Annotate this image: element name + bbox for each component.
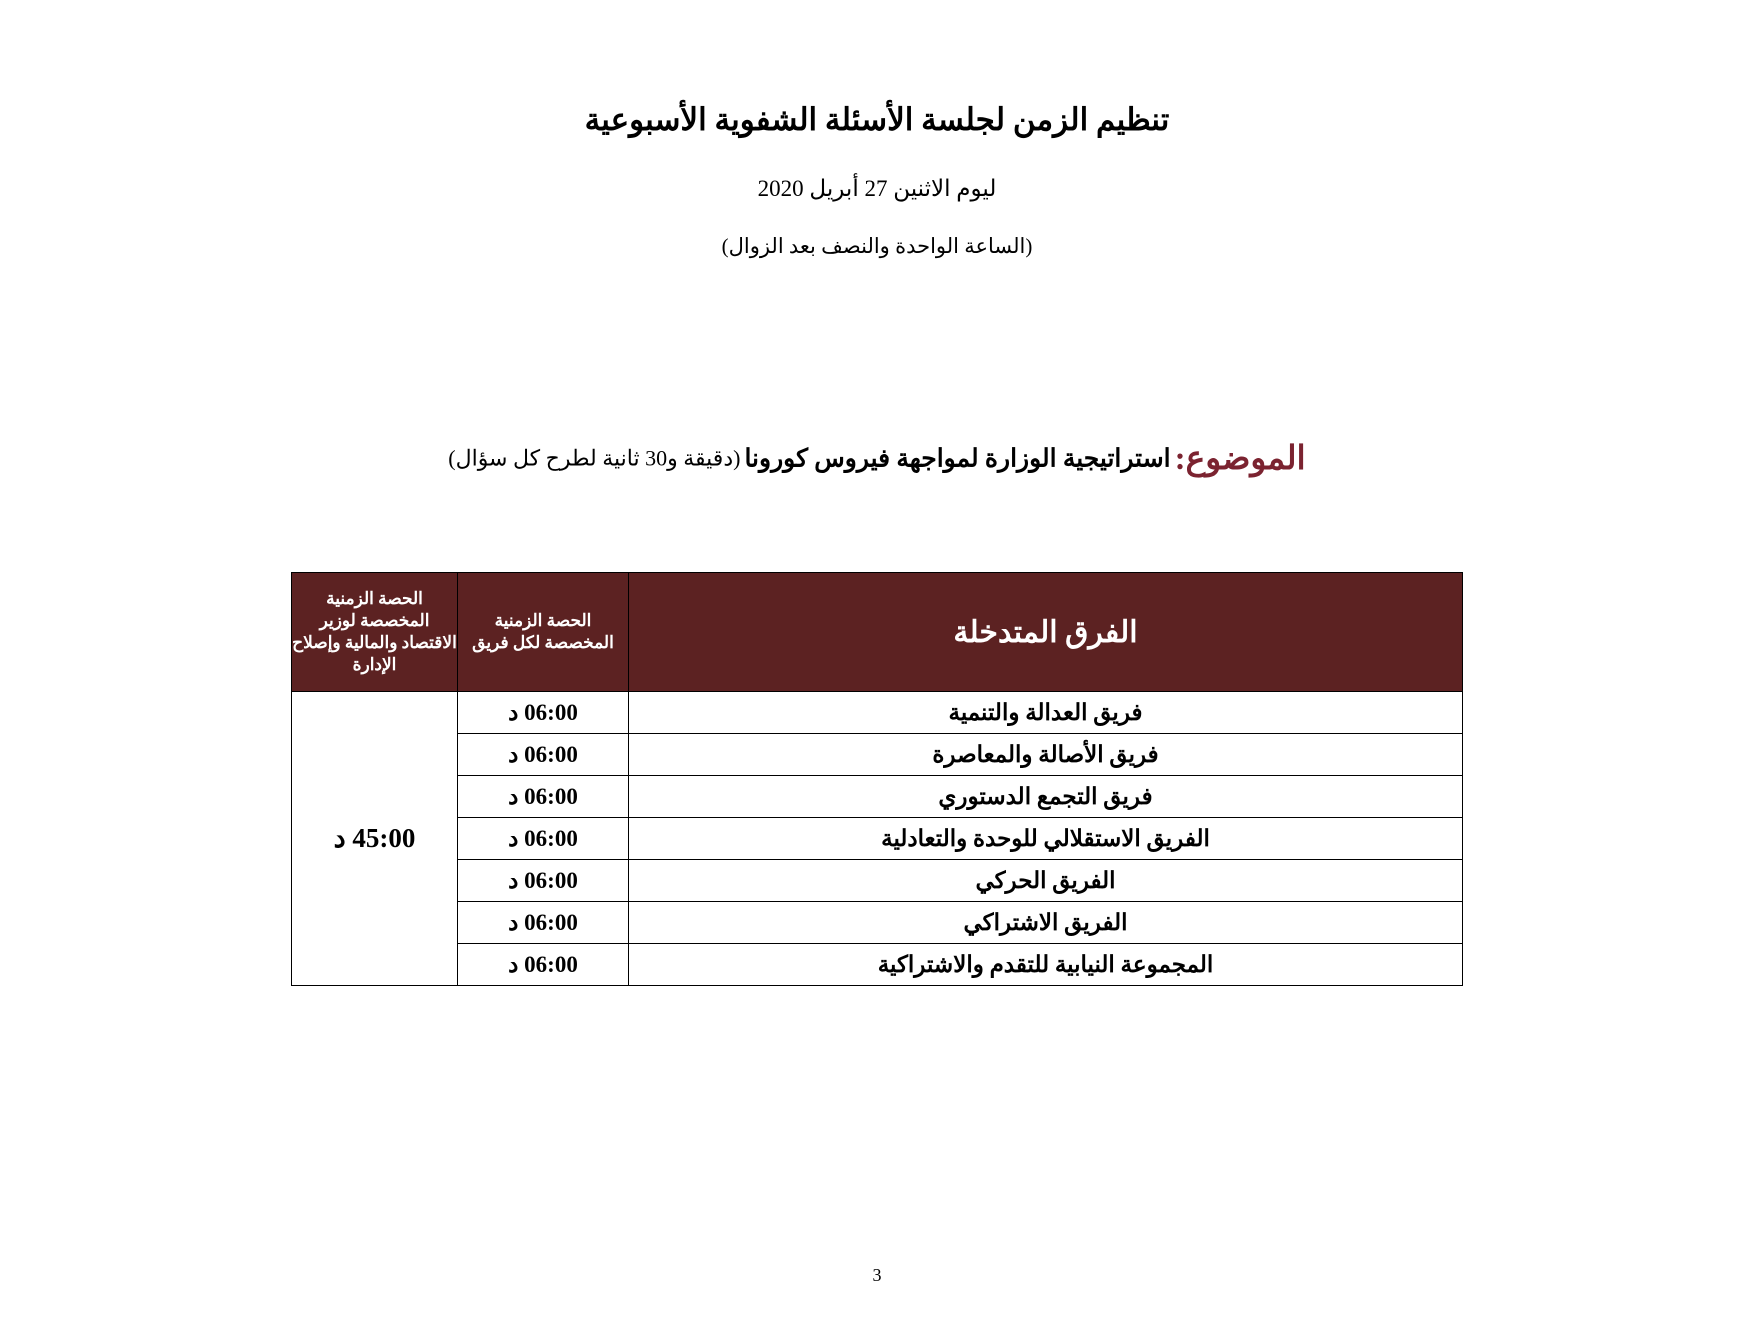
cell-team-name: الفريق الاشتراكي [629, 902, 1463, 944]
subject-text: استراتيجية الوزارة لمواجهة فيروس كورونا [744, 445, 1171, 473]
table-row [292, 776, 1463, 818]
page-subtitle-date: ليوم الاثنين 27 أبريل 2020 [757, 176, 997, 202]
page-title: تنظيم الزمن لجلسة الأسئلة الشفوية الأسبوعية [584, 102, 1170, 137]
schedule-table-container [0, 572, 1754, 986]
table-row [292, 692, 1463, 734]
cell-team-name: الفريق الحركي [629, 860, 1463, 902]
subject-line [0, 436, 1754, 482]
cell-team-time: 06:00 د [458, 776, 629, 818]
subject-label: الموضوع: [1174, 440, 1306, 477]
cell-team-time: 06:00 د [458, 818, 629, 860]
column-header-minister-time: الحصة الزمنية المخصصة لوزير الاقتصاد والمالية وإصلاح الإدارة [292, 573, 458, 692]
table-row [292, 902, 1463, 944]
table-header-row [292, 573, 1463, 692]
cell-team-name: الفريق الاستقلالي للوحدة والتعادلية [629, 818, 1463, 860]
page-subtitle-time: (الساعة الواحدة والنصف بعد الزوال) [721, 233, 1033, 258]
cell-minister-total-time: 45:00 د [292, 692, 458, 986]
table-row [292, 734, 1463, 776]
subject-note: (دقيقة و30 ثانية لطرح كل سؤال) [448, 445, 741, 471]
cell-team-name: المجموعة النيابية للتقدم والاشتراكية [629, 944, 1463, 986]
document-page [0, 98, 1754, 1338]
cell-team-name: فريق الأصالة والمعاصرة [629, 734, 1463, 776]
column-header-per-team-time: الحصة الزمنية المخصصة لكل فريق [458, 573, 629, 692]
table-body [292, 692, 1463, 986]
table-row [292, 818, 1463, 860]
table-head [292, 573, 1463, 692]
schedule-table [291, 572, 1463, 986]
cell-team-time: 06:00 د [458, 860, 629, 902]
table-row [292, 860, 1463, 902]
cell-team-time: 06:00 د [458, 692, 629, 734]
cell-team-time: 06:00 د [458, 902, 629, 944]
column-header-teams: الفرق المتدخلة [629, 573, 1463, 692]
cell-team-name: فريق التجمع الدستوري [629, 776, 1463, 818]
page-number: 3 [872, 1265, 882, 1285]
cell-team-time: 06:00 د [458, 734, 629, 776]
cell-team-name: فريق العدالة والتنمية [629, 692, 1463, 734]
cell-team-time: 06:00 د [458, 944, 629, 986]
table-row [292, 944, 1463, 986]
